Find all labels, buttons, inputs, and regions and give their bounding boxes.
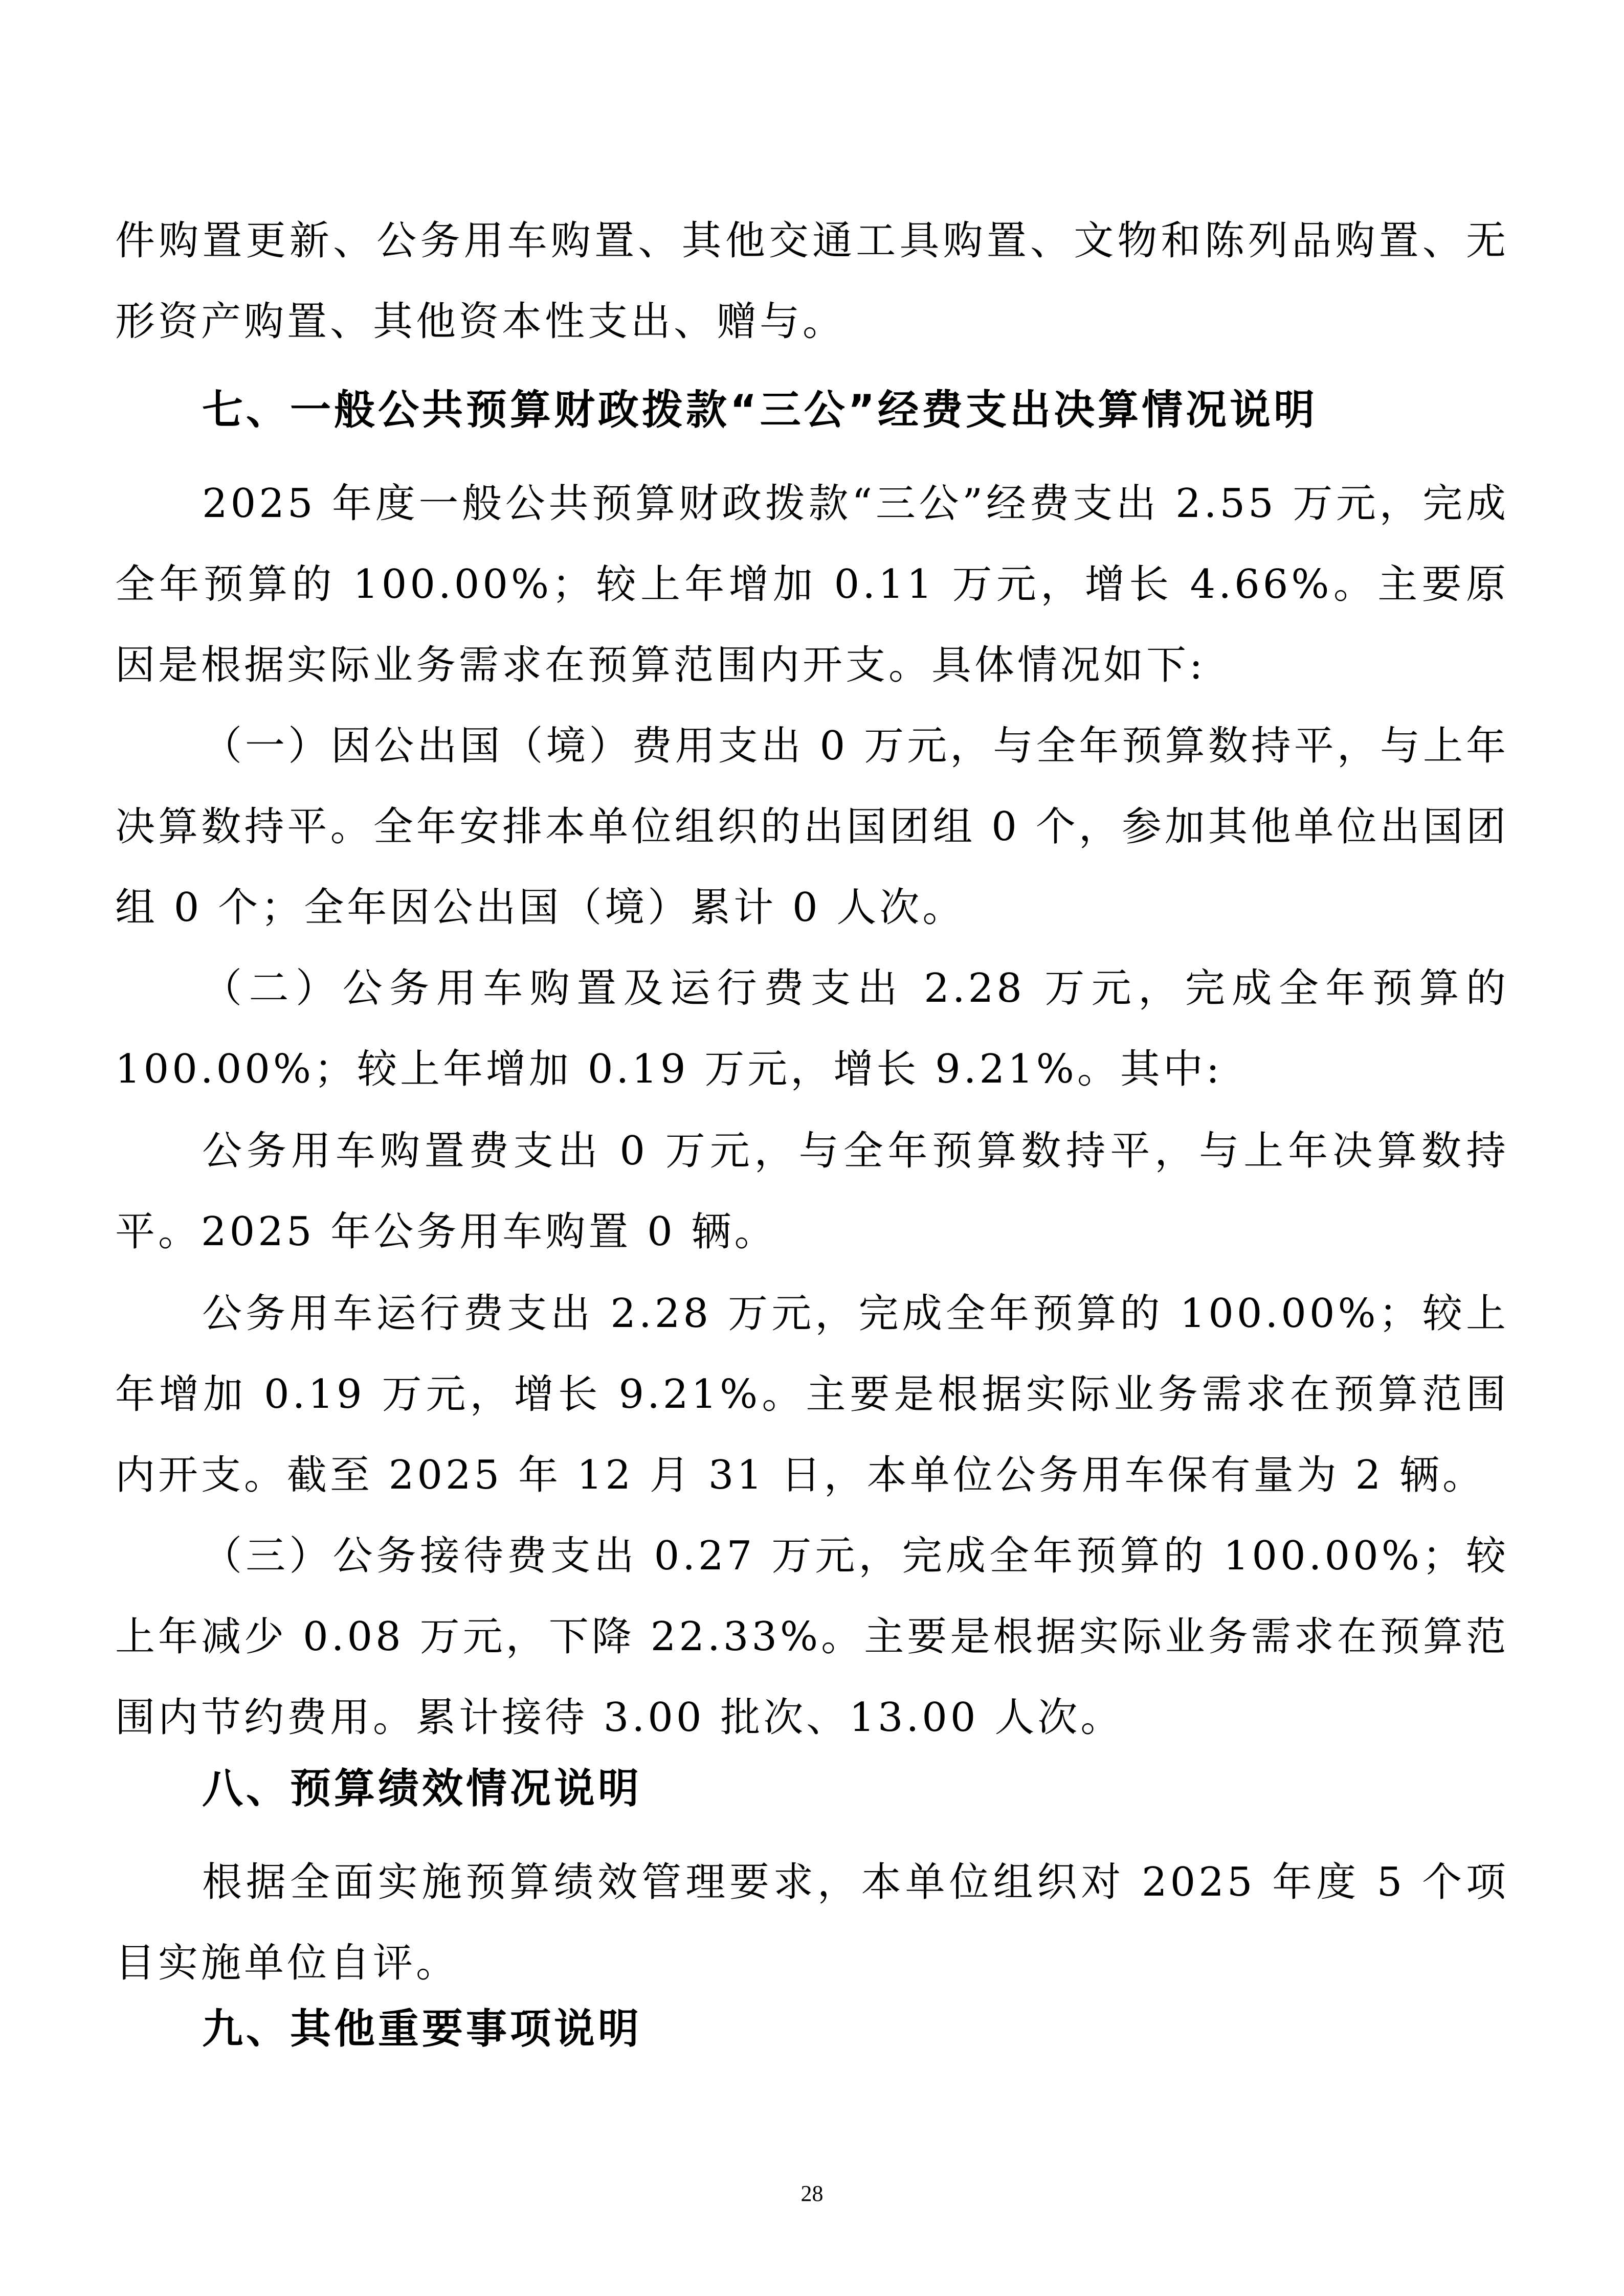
paragraph-overseas-expenses: （一）因公出国（境）费用支出 0 万元，与全年预算数持平，与上年决算数持平。全年安排本单位组织的出国团组 0 个，参加其他单位出国团组 0 个；全年因公出国（境）累计 0 人次。	[115, 723, 1509, 931]
paragraph-reception-expenses: （三）公务接待费支出 0.27 万元，完成全年预算的 100.00%；较上年减少 0.08 万元，下降 22.33%。主要是根据实际业务需求在预算范围内节约费用。累计接待 3.00 批次、13.00 人次。	[115, 1533, 1509, 1741]
paragraph-three-public-intro: 2025 年度一般公共预算财政拨款“三公”经费支出 2.55 万元，完成全年预算的 100.00%；较上年增加 0.11 万元，增长 4.66%。主要原因是根据实际业务需求在预算范围内开支。具体情况如下:	[115, 481, 1509, 688]
paragraph-continuation: 件购置更新、公务用车购置、其他交通工具购置、文物和陈列品购置、无形资产购置、其他资本性支出、赠与。	[115, 218, 1509, 345]
document-page	[115, 0, 1509, 2296]
section-heading-7: 七、一般公共预算财政拨款“三公”经费支出决算情况说明	[202, 386, 1318, 434]
section-heading-9: 九、其他重要事项说明	[202, 2005, 642, 2053]
paragraph-performance: 根据全面实施预算绩效管理要求，本单位组织对 2025 年度 5 个项目实施单位自评。	[115, 1859, 1509, 1986]
section-heading-8: 八、预算绩效情况说明	[202, 1765, 642, 1812]
paragraph-vehicle-expenses: （二）公务用车购置及运行费支出 2.28 万元，完成全年预算的 100.00%；较上年增加 0.19 万元，增长 9.21%。其中:	[115, 965, 1509, 1092]
paragraph-vehicle-purchase: 公务用车购置费支出 0 万元，与全年预算数持平，与上年决算数持平。2025 年公务用车购置 0 辆。	[115, 1128, 1509, 1255]
page-number: 28	[800, 2181, 824, 2206]
paragraph-vehicle-operation: 公务用车运行费支出 2.28 万元，完成全年预算的 100.00%；较上年增加 0.19 万元，增长 9.21%。主要是根据实际业务需求在预算范围内开支。截至 2025 年 12 月 31 日，本单位公务用车保有量为 2 辆。	[115, 1291, 1509, 1498]
